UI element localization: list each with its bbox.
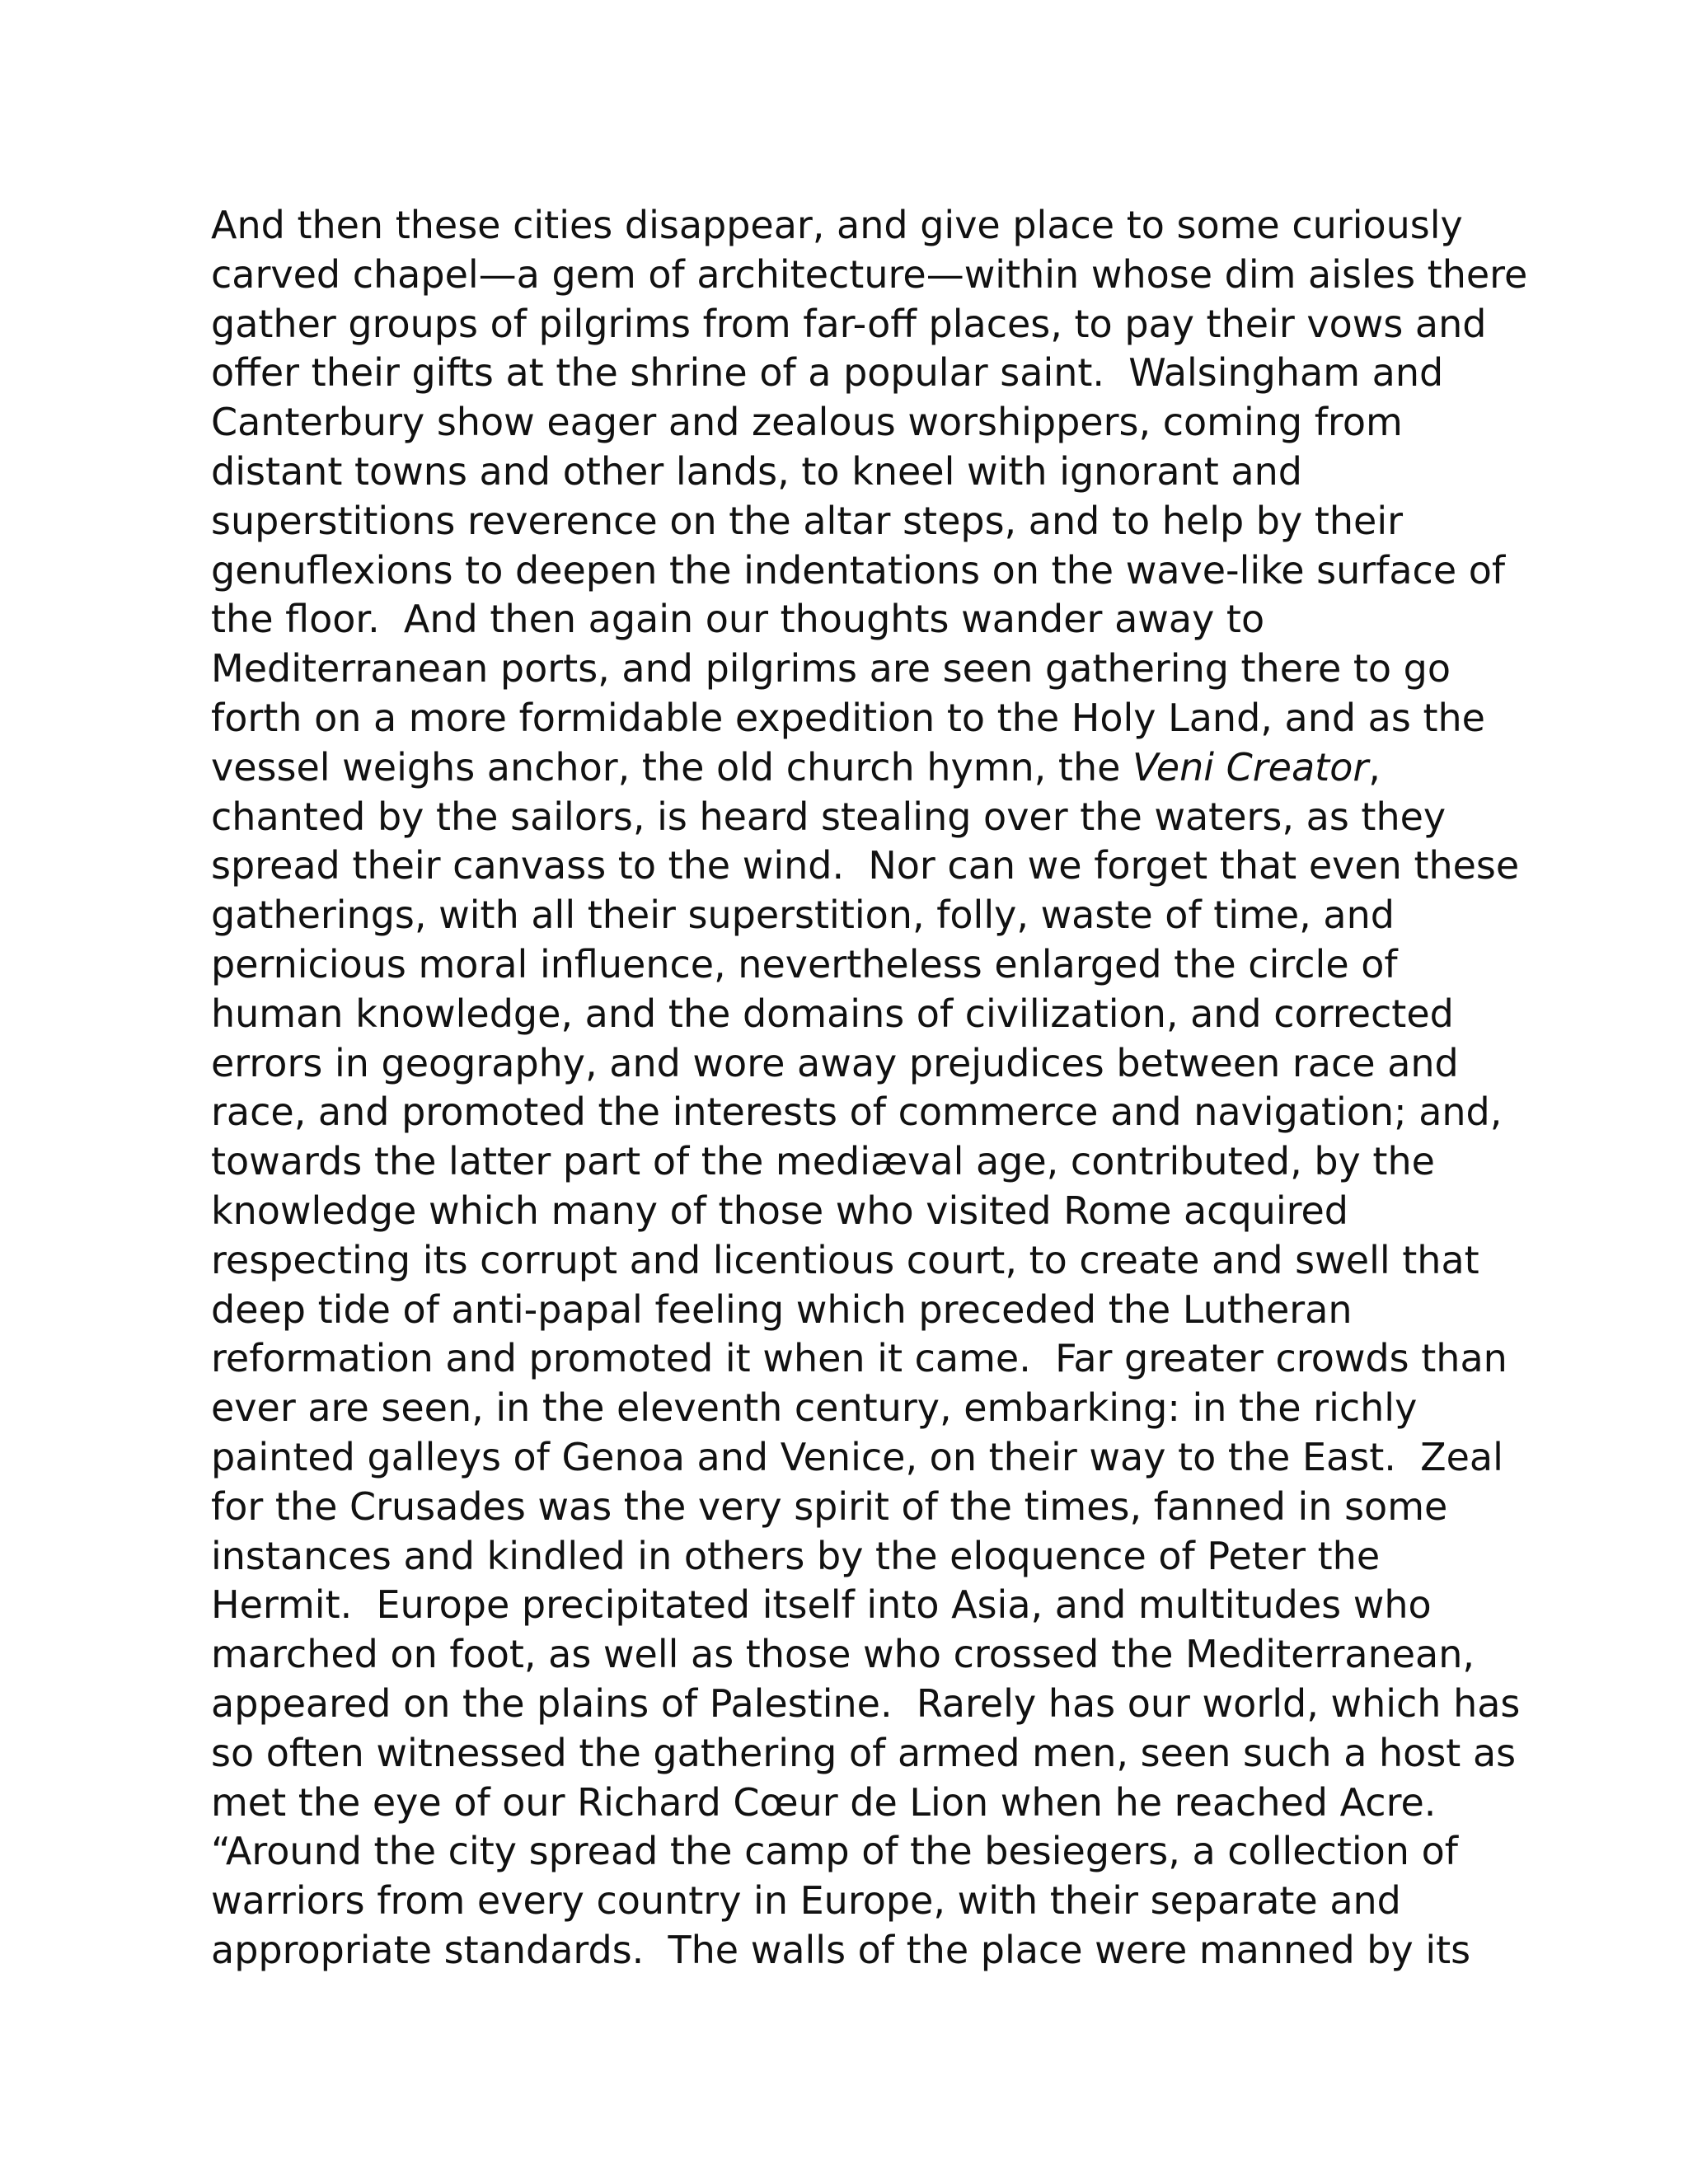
text-line: deep tide of anti-papal feeling which preceded the Lutheran xyxy=(211,1286,1353,1332)
text-line: reformation and promoted it when it came. Far greater crowds than xyxy=(211,1336,1507,1381)
text-line: towards the latter part of the mediæval age, contributed, by the xyxy=(211,1139,1435,1184)
text-line: instances and kindled in others by the eloquence of Peter the xyxy=(211,1533,1381,1578)
text-line: Mediterranean ports, and pilgrims are seen gathering there to go xyxy=(211,646,1451,691)
text-line-with-italic xyxy=(211,743,1497,793)
text-line: carved chapel—a gem of architecture—within whose dim aisles there xyxy=(211,251,1528,297)
text-line: Canterbury show eager and zealous worshippers, coming from xyxy=(211,400,1403,445)
text-line: painted galleys of Genoa and Venice, on their way to the East. Zeal xyxy=(211,1434,1503,1479)
text-line: Hermit. Europe precipitated itself into Asia, and multitudes who xyxy=(211,1582,1432,1628)
text-line: “Around the city spread the camp of the besiegers, a collection of xyxy=(211,1829,1458,1874)
text-line: pernicious moral influence, nevertheless enlarged the circle of xyxy=(211,941,1398,987)
text-line: spread their canvass to the wind. Nor can we forget that even these xyxy=(211,843,1520,888)
text-line: knowledge which many of those who visited Rome acquired xyxy=(211,1188,1348,1233)
text-line: marched on foot, as well as those who crossed the Mediterranean, xyxy=(211,1632,1475,1677)
text-line: for the Crusades was the very spirit of the times, fanned in some xyxy=(211,1483,1448,1529)
text-run: , xyxy=(1368,744,1381,790)
text-run: vessel weighs anchor, the old church hymn, the xyxy=(211,744,1133,790)
text-line: human knowledge, and the domains of civilization, and corrected xyxy=(211,991,1454,1036)
text-line: so often witnessed the gathering of armed men, seen such a host as xyxy=(211,1730,1517,1775)
text-line: And then these cities disappear, and give place to some curiously xyxy=(211,203,1463,247)
body-text xyxy=(211,201,1528,1975)
text-line: respecting its corrupt and licentious court, to create and swell that xyxy=(211,1237,1479,1282)
text-line: superstitions reverence on the altar steps, and to help by their xyxy=(211,498,1404,543)
text-line: errors in geography, and wore away prejudices between race and xyxy=(211,1040,1459,1085)
text-line: genuflexions to deepen the indentations on the wave-like surface of xyxy=(211,547,1506,593)
text-line: offer their gifts at the shrine of a popular saint. Walsingham and xyxy=(211,350,1444,396)
text-line: distant towns and other lands, to kneel with ignorant and xyxy=(211,448,1302,494)
text-line: gather groups of pilgrims from far-off places, to pay their vows and xyxy=(211,301,1487,346)
text-line: gatherings, with all their superstition, folly, waste of time, and xyxy=(211,893,1395,938)
text-line: appropriate standards. The walls of the place were manned by its xyxy=(211,1927,1471,1972)
text-line: forth on a more formidable expedition to the Holy Land, and as the xyxy=(211,695,1485,740)
text-line: warriors from every country in Europe, with their separate and xyxy=(211,1878,1401,1924)
text-line: the floor. And then again our thoughts wander away to xyxy=(211,597,1265,642)
text-line: ever are seen, in the eleventh century, embarking: in the richly xyxy=(211,1385,1418,1431)
text-line: race, and promoted the interests of commerce and navigation; and, xyxy=(211,1090,1503,1135)
text-line: met the eye of our Richard Cœur de Lion when he reached Acre. xyxy=(211,1779,1437,1825)
text-line: chanted by the sailors, is heard stealing over the waters, as they xyxy=(211,794,1447,839)
text-line: appeared on the plains of Palestine. Rarely has our world, which has xyxy=(211,1680,1521,1726)
hymn-title-italic: Veni Creator xyxy=(1132,744,1369,790)
